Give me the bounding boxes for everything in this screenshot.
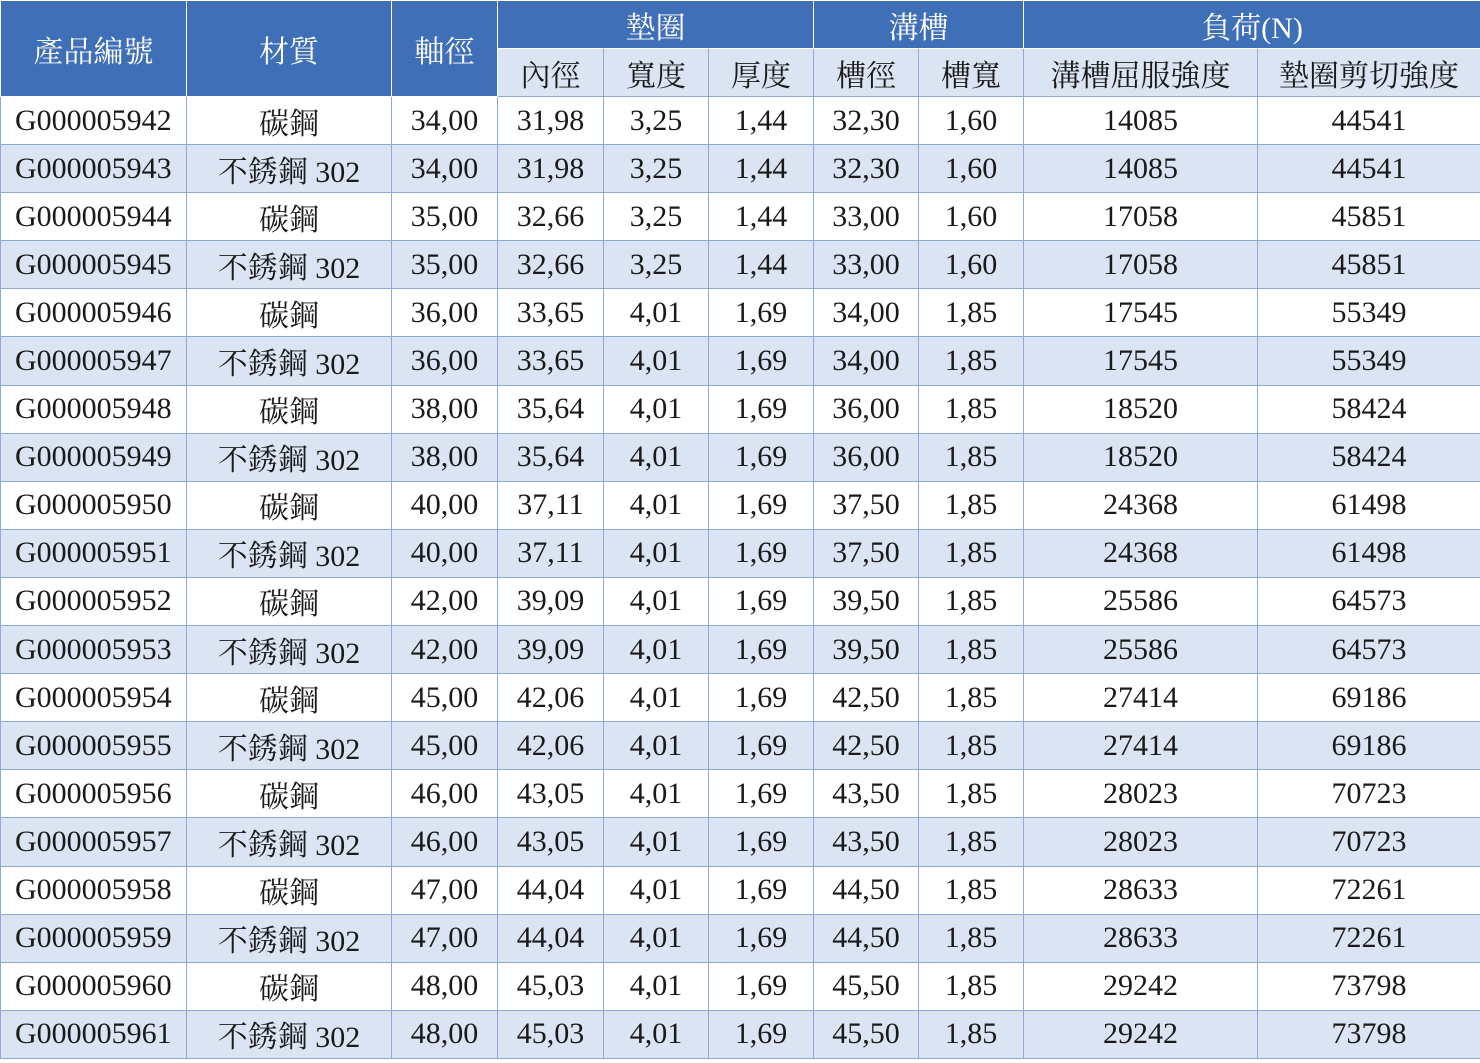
material-cell: 不銹鋼 302: [187, 914, 392, 962]
material-cell: 碳鋼: [187, 674, 392, 722]
washer-shear-cell: 64573: [1258, 577, 1480, 625]
washer-inner-cell: 45,03: [498, 1010, 604, 1058]
washer-thickness-cell: 1,69: [709, 722, 814, 770]
washer-width-cell: 4,01: [604, 289, 709, 337]
product-code-cell: G000005956: [1, 770, 187, 818]
groove-yield-cell: 25586: [1024, 577, 1258, 625]
shaft-diameter-cell: 47,00: [392, 914, 498, 962]
washer-shear-cell: 45851: [1258, 193, 1480, 241]
shaft-diameter-cell: 38,00: [392, 433, 498, 481]
header-washer-width: 寬度: [604, 49, 709, 97]
washer-thickness-cell: 1,44: [709, 241, 814, 289]
groove-width-cell: 1,85: [919, 1010, 1024, 1058]
groove-diameter-cell: 36,00: [814, 433, 919, 481]
groove-width-cell: 1,85: [919, 722, 1024, 770]
groove-yield-cell: 29242: [1024, 1010, 1258, 1058]
washer-shear-cell: 61498: [1258, 529, 1480, 577]
groove-yield-cell: 28633: [1024, 914, 1258, 962]
table-row: [1, 433, 1480, 481]
shaft-diameter-cell: 40,00: [392, 529, 498, 577]
table-row: [1, 1010, 1480, 1058]
washer-thickness-cell: 1,44: [709, 193, 814, 241]
groove-width-cell: 1,85: [919, 337, 1024, 385]
product-code-cell: G000005946: [1, 289, 187, 337]
washer-inner-cell: 33,65: [498, 337, 604, 385]
table-row: [1, 914, 1480, 962]
washer-shear-cell: 58424: [1258, 433, 1480, 481]
washer-inner-cell: 43,05: [498, 770, 604, 818]
table-row: [1, 866, 1480, 914]
product-code-cell: G000005947: [1, 337, 187, 385]
washer-width-cell: 4,01: [604, 818, 709, 866]
shaft-diameter-cell: 46,00: [392, 770, 498, 818]
groove-diameter-cell: 42,50: [814, 722, 919, 770]
material-cell: 碳鋼: [187, 577, 392, 625]
washer-inner-cell: 31,98: [498, 97, 604, 145]
groove-yield-cell: 29242: [1024, 962, 1258, 1010]
groove-width-cell: 1,85: [919, 962, 1024, 1010]
washer-shear-cell: 44541: [1258, 97, 1480, 145]
groove-width-cell: 1,60: [919, 193, 1024, 241]
header-groove-diameter: 槽徑: [814, 49, 919, 97]
washer-width-cell: 4,01: [604, 529, 709, 577]
washer-shear-cell: 61498: [1258, 481, 1480, 529]
washer-shear-cell: 70723: [1258, 770, 1480, 818]
washer-shear-cell: 69186: [1258, 722, 1480, 770]
washer-thickness-cell: 1,69: [709, 385, 814, 433]
shaft-diameter-cell: 48,00: [392, 1010, 498, 1058]
material-cell: 碳鋼: [187, 481, 392, 529]
product-code-cell: G000005948: [1, 385, 187, 433]
shaft-diameter-cell: 34,00: [392, 145, 498, 193]
header-load-group: 負荷(N): [1024, 1, 1480, 49]
washer-inner-cell: 39,09: [498, 626, 604, 674]
groove-yield-cell: 14085: [1024, 97, 1258, 145]
product-code-cell: G000005942: [1, 97, 187, 145]
header-groove-width: 槽寬: [919, 49, 1024, 97]
groove-yield-cell: 28633: [1024, 866, 1258, 914]
groove-yield-cell: 17058: [1024, 193, 1258, 241]
washer-shear-cell: 73798: [1258, 962, 1480, 1010]
washer-inner-cell: 35,64: [498, 385, 604, 433]
table-row: [1, 529, 1480, 577]
groove-width-cell: 1,85: [919, 433, 1024, 481]
washer-inner-cell: 32,66: [498, 241, 604, 289]
washer-inner-cell: 31,98: [498, 145, 604, 193]
groove-yield-cell: 28023: [1024, 818, 1258, 866]
washer-thickness-cell: 1,69: [709, 337, 814, 385]
table-row: [1, 626, 1480, 674]
product-code-cell: G000005957: [1, 818, 187, 866]
shaft-diameter-cell: 45,00: [392, 722, 498, 770]
washer-thickness-cell: 1,44: [709, 145, 814, 193]
table-row: [1, 577, 1480, 625]
header-material: 材質: [187, 1, 392, 97]
groove-width-cell: 1,85: [919, 674, 1024, 722]
header-groove-yield: 溝槽屈服強度: [1024, 49, 1258, 97]
product-code-cell: G000005951: [1, 529, 187, 577]
product-code-cell: G000005952: [1, 577, 187, 625]
washer-shear-cell: 45851: [1258, 241, 1480, 289]
table-row: [1, 97, 1480, 145]
washer-thickness-cell: 1,69: [709, 289, 814, 337]
washer-shear-cell: 73798: [1258, 1010, 1480, 1058]
washer-inner-cell: 37,11: [498, 529, 604, 577]
header-washer-thickness: 厚度: [709, 49, 814, 97]
washer-thickness-cell: 1,69: [709, 529, 814, 577]
groove-diameter-cell: 43,50: [814, 770, 919, 818]
groove-diameter-cell: 39,50: [814, 626, 919, 674]
material-cell: 碳鋼: [187, 962, 392, 1010]
product-code-cell: G000005959: [1, 914, 187, 962]
material-cell: 不銹鋼 302: [187, 337, 392, 385]
shaft-diameter-cell: 35,00: [392, 241, 498, 289]
product-code-cell: G000005955: [1, 722, 187, 770]
groove-yield-cell: 24368: [1024, 481, 1258, 529]
washer-shear-cell: 44541: [1258, 145, 1480, 193]
table-body: [1, 97, 1480, 1059]
groove-yield-cell: 17058: [1024, 241, 1258, 289]
product-code-cell: G000005954: [1, 674, 187, 722]
groove-diameter-cell: 43,50: [814, 818, 919, 866]
groove-diameter-cell: 39,50: [814, 577, 919, 625]
washer-width-cell: 4,01: [604, 674, 709, 722]
material-cell: 碳鋼: [187, 193, 392, 241]
table-row: [1, 818, 1480, 866]
shaft-diameter-cell: 34,00: [392, 97, 498, 145]
washer-width-cell: 4,01: [604, 385, 709, 433]
groove-yield-cell: 27414: [1024, 722, 1258, 770]
groove-yield-cell: 24368: [1024, 529, 1258, 577]
washer-shear-cell: 70723: [1258, 818, 1480, 866]
groove-diameter-cell: 44,50: [814, 866, 919, 914]
shaft-diameter-cell: 36,00: [392, 289, 498, 337]
material-cell: 不銹鋼 302: [187, 529, 392, 577]
washer-width-cell: 4,01: [604, 337, 709, 385]
material-cell: 不銹鋼 302: [187, 818, 392, 866]
groove-yield-cell: 14085: [1024, 145, 1258, 193]
groove-diameter-cell: 37,50: [814, 481, 919, 529]
material-cell: 碳鋼: [187, 770, 392, 818]
washer-inner-cell: 33,65: [498, 289, 604, 337]
washer-width-cell: 4,01: [604, 1010, 709, 1058]
groove-width-cell: 1,85: [919, 866, 1024, 914]
groove-diameter-cell: 42,50: [814, 674, 919, 722]
material-cell: 碳鋼: [187, 97, 392, 145]
shaft-diameter-cell: 42,00: [392, 626, 498, 674]
shaft-diameter-cell: 40,00: [392, 481, 498, 529]
table-row: [1, 385, 1480, 433]
groove-width-cell: 1,85: [919, 481, 1024, 529]
washer-inner-cell: 35,64: [498, 433, 604, 481]
washer-shear-cell: 58424: [1258, 385, 1480, 433]
header-washer-shear: 墊圈剪切強度: [1258, 49, 1480, 97]
groove-width-cell: 1,85: [919, 626, 1024, 674]
table-header: [1, 1, 1480, 97]
table-row: [1, 481, 1480, 529]
groove-yield-cell: 17545: [1024, 337, 1258, 385]
header-shaft-diameter: 軸徑: [392, 1, 498, 97]
washer-inner-cell: 32,66: [498, 193, 604, 241]
washer-shear-cell: 64573: [1258, 626, 1480, 674]
washer-width-cell: 4,01: [604, 433, 709, 481]
product-code-cell: G000005961: [1, 1010, 187, 1058]
washer-inner-cell: 39,09: [498, 577, 604, 625]
shaft-diameter-cell: 45,00: [392, 674, 498, 722]
table-row: [1, 193, 1480, 241]
washer-width-cell: 4,01: [604, 962, 709, 1010]
washer-thickness-cell: 1,69: [709, 818, 814, 866]
washer-width-cell: 4,01: [604, 481, 709, 529]
groove-yield-cell: 17545: [1024, 289, 1258, 337]
washer-width-cell: 3,25: [604, 241, 709, 289]
table-row: [1, 145, 1480, 193]
washer-thickness-cell: 1,69: [709, 1010, 814, 1058]
shaft-diameter-cell: 38,00: [392, 385, 498, 433]
groove-width-cell: 1,85: [919, 529, 1024, 577]
groove-diameter-cell: 36,00: [814, 385, 919, 433]
groove-yield-cell: 27414: [1024, 674, 1258, 722]
header-groove-group: 溝槽: [814, 1, 1024, 49]
washer-inner-cell: 44,04: [498, 914, 604, 962]
washer-shear-cell: 72261: [1258, 866, 1480, 914]
product-code-cell: G000005958: [1, 866, 187, 914]
washer-shear-cell: 55349: [1258, 289, 1480, 337]
groove-diameter-cell: 33,00: [814, 193, 919, 241]
material-cell: 不銹鋼 302: [187, 433, 392, 481]
table-row: [1, 289, 1480, 337]
groove-width-cell: 1,85: [919, 385, 1024, 433]
material-cell: 不銹鋼 302: [187, 241, 392, 289]
groove-diameter-cell: 34,00: [814, 337, 919, 385]
shaft-diameter-cell: 36,00: [392, 337, 498, 385]
washer-thickness-cell: 1,44: [709, 97, 814, 145]
groove-diameter-cell: 45,50: [814, 1010, 919, 1058]
washer-thickness-cell: 1,69: [709, 962, 814, 1010]
washer-width-cell: 4,01: [604, 722, 709, 770]
groove-diameter-cell: 32,30: [814, 97, 919, 145]
washer-width-cell: 4,01: [604, 626, 709, 674]
table-row: [1, 674, 1480, 722]
material-cell: 不銹鋼 302: [187, 1010, 392, 1058]
product-code-cell: G000005943: [1, 145, 187, 193]
washer-width-cell: 4,01: [604, 577, 709, 625]
product-code-cell: G000005945: [1, 241, 187, 289]
washer-thickness-cell: 1,69: [709, 674, 814, 722]
table-row: [1, 770, 1480, 818]
groove-width-cell: 1,60: [919, 241, 1024, 289]
groove-width-cell: 1,60: [919, 145, 1024, 193]
washer-inner-cell: 43,05: [498, 818, 604, 866]
material-cell: 不銹鋼 302: [187, 626, 392, 674]
product-code-cell: G000005949: [1, 433, 187, 481]
washer-width-cell: 4,01: [604, 770, 709, 818]
washer-thickness-cell: 1,69: [709, 626, 814, 674]
washer-inner-cell: 45,03: [498, 962, 604, 1010]
washer-thickness-cell: 1,69: [709, 481, 814, 529]
shaft-diameter-cell: 48,00: [392, 962, 498, 1010]
washer-shear-cell: 69186: [1258, 674, 1480, 722]
washer-shear-cell: 72261: [1258, 914, 1480, 962]
header-washer-group: 墊圈: [498, 1, 814, 49]
groove-width-cell: 1,85: [919, 914, 1024, 962]
groove-width-cell: 1,85: [919, 289, 1024, 337]
groove-yield-cell: 18520: [1024, 433, 1258, 481]
washer-width-cell: 3,25: [604, 97, 709, 145]
washer-shear-cell: 55349: [1258, 337, 1480, 385]
groove-width-cell: 1,85: [919, 577, 1024, 625]
groove-yield-cell: 25586: [1024, 626, 1258, 674]
groove-diameter-cell: 45,50: [814, 962, 919, 1010]
groove-width-cell: 1,85: [919, 818, 1024, 866]
washer-thickness-cell: 1,69: [709, 577, 814, 625]
groove-diameter-cell: 32,30: [814, 145, 919, 193]
shaft-diameter-cell: 47,00: [392, 866, 498, 914]
header-washer-inner: 內徑: [498, 49, 604, 97]
product-code-cell: G000005944: [1, 193, 187, 241]
groove-diameter-cell: 33,00: [814, 241, 919, 289]
product-code-cell: G000005950: [1, 481, 187, 529]
washer-width-cell: 3,25: [604, 145, 709, 193]
groove-diameter-cell: 37,50: [814, 529, 919, 577]
table-row: [1, 962, 1480, 1010]
washer-width-cell: 3,25: [604, 193, 709, 241]
groove-diameter-cell: 44,50: [814, 914, 919, 962]
shaft-diameter-cell: 35,00: [392, 193, 498, 241]
shaft-diameter-cell: 46,00: [392, 818, 498, 866]
groove-width-cell: 1,85: [919, 770, 1024, 818]
product-code-cell: G000005960: [1, 962, 187, 1010]
material-cell: 碳鋼: [187, 289, 392, 337]
washer-width-cell: 4,01: [604, 914, 709, 962]
product-code-cell: G000005953: [1, 626, 187, 674]
washer-thickness-cell: 1,69: [709, 866, 814, 914]
table-row: [1, 722, 1480, 770]
groove-width-cell: 1,60: [919, 97, 1024, 145]
groove-diameter-cell: 34,00: [814, 289, 919, 337]
header-product-code: 產品編號: [1, 1, 187, 97]
material-cell: 碳鋼: [187, 385, 392, 433]
material-cell: 碳鋼: [187, 866, 392, 914]
groove-yield-cell: 28023: [1024, 770, 1258, 818]
washer-inner-cell: 42,06: [498, 722, 604, 770]
washer-inner-cell: 44,04: [498, 866, 604, 914]
washer-thickness-cell: 1,69: [709, 914, 814, 962]
washer-inner-cell: 37,11: [498, 481, 604, 529]
material-cell: 不銹鋼 302: [187, 145, 392, 193]
table-row: [1, 337, 1480, 385]
washer-width-cell: 4,01: [604, 866, 709, 914]
washer-inner-cell: 42,06: [498, 674, 604, 722]
washer-thickness-cell: 1,69: [709, 433, 814, 481]
shaft-diameter-cell: 42,00: [392, 577, 498, 625]
table-row: [1, 241, 1480, 289]
washer-thickness-cell: 1,69: [709, 770, 814, 818]
groove-yield-cell: 18520: [1024, 385, 1258, 433]
material-cell: 不銹鋼 302: [187, 722, 392, 770]
